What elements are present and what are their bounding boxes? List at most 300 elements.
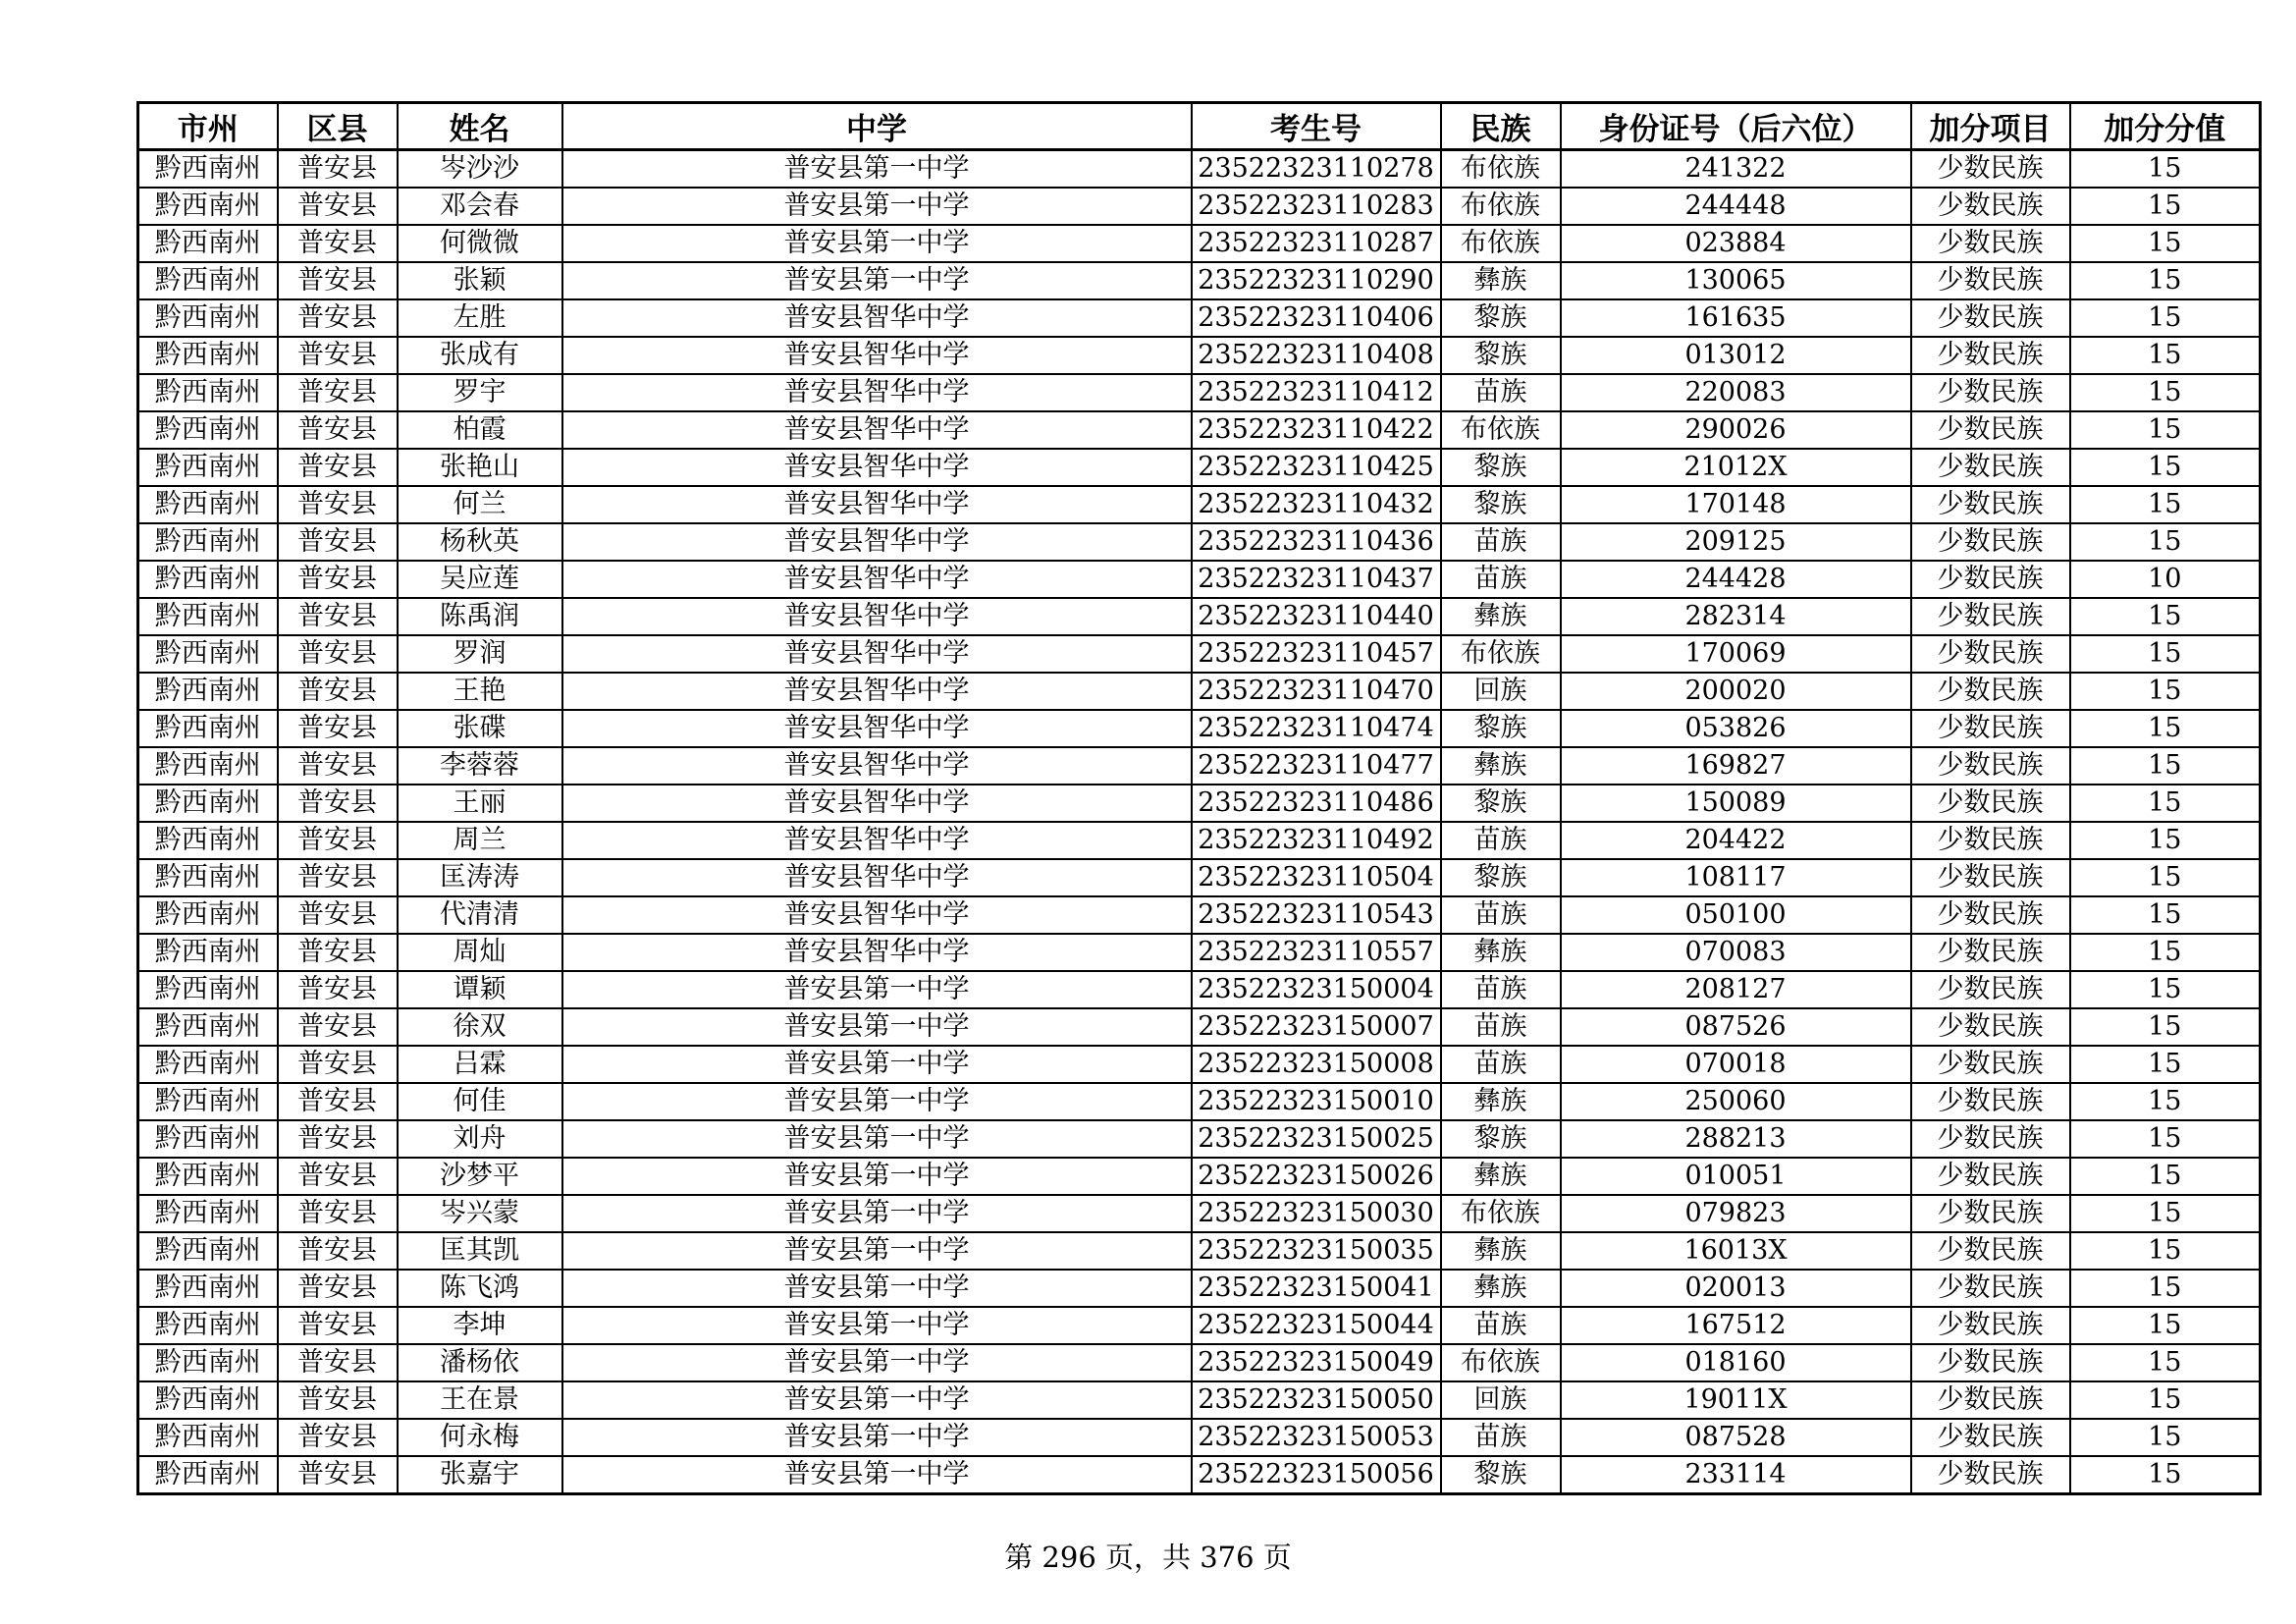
cell-ethnicity: 彝族 xyxy=(1441,1232,1561,1270)
cell-bonus-points: 15 xyxy=(2070,225,2261,262)
cell-bonus-points: 15 xyxy=(2070,1456,2261,1494)
cell-id-last-six: 087528 xyxy=(1561,1419,1911,1456)
cell-ethnicity: 布依族 xyxy=(1441,150,1561,189)
cell-ethnicity: 苗族 xyxy=(1441,896,1561,934)
cell-bonus-item: 少数民族 xyxy=(1911,523,2070,561)
table-row xyxy=(138,188,2261,225)
cell-city: 黔西南州 xyxy=(138,374,278,411)
cell-name: 潘杨依 xyxy=(398,1344,562,1381)
table-row xyxy=(138,1008,2261,1046)
cell-name: 王在景 xyxy=(398,1381,562,1419)
table-row xyxy=(138,299,2261,337)
cell-id-last-six: 250060 xyxy=(1561,1083,1911,1120)
cell-school: 普安县智华中学 xyxy=(562,710,1192,747)
cell-school: 普安县第一中学 xyxy=(562,262,1192,299)
cell-bonus-item: 少数民族 xyxy=(1911,188,2070,225)
cell-school: 普安县智华中学 xyxy=(562,337,1192,374)
cell-bonus-points: 15 xyxy=(2070,1120,2261,1158)
cell-ethnicity: 黎族 xyxy=(1441,785,1561,822)
cell-exam-id: 23522323110470 xyxy=(1192,673,1441,710)
cell-bonus-points: 15 xyxy=(2070,598,2261,635)
cell-id-last-six: 21012X xyxy=(1561,449,1911,486)
cell-id-last-six: 16013X xyxy=(1561,1232,1911,1270)
cell-id-last-six: 010051 xyxy=(1561,1158,1911,1195)
cell-school: 普安县第一中学 xyxy=(562,1344,1192,1381)
cell-name: 何佳 xyxy=(398,1083,562,1120)
header-name: 姓名 xyxy=(398,103,562,150)
cell-exam-id: 23522323110477 xyxy=(1192,747,1441,785)
table-row xyxy=(138,1083,2261,1120)
table-row xyxy=(138,523,2261,561)
table-row xyxy=(138,785,2261,822)
cell-name: 李蓉蓉 xyxy=(398,747,562,785)
cell-bonus-points: 15 xyxy=(2070,822,2261,859)
cell-ethnicity: 苗族 xyxy=(1441,523,1561,561)
cell-bonus-item: 少数民族 xyxy=(1911,1344,2070,1381)
cell-school: 普安县智华中学 xyxy=(562,299,1192,337)
cell-school: 普安县智华中学 xyxy=(562,523,1192,561)
cell-exam-id: 23522323150030 xyxy=(1192,1195,1441,1232)
cell-bonus-item: 少数民族 xyxy=(1911,262,2070,299)
table-row xyxy=(138,934,2261,971)
cell-bonus-points: 10 xyxy=(2070,561,2261,598)
cell-county: 普安县 xyxy=(278,262,398,299)
cell-bonus-points: 15 xyxy=(2070,1158,2261,1195)
cell-bonus-item: 少数民族 xyxy=(1911,1232,2070,1270)
cell-city: 黔西南州 xyxy=(138,299,278,337)
cell-city: 黔西南州 xyxy=(138,747,278,785)
cell-school: 普安县智华中学 xyxy=(562,635,1192,673)
table-row xyxy=(138,1456,2261,1494)
cell-city: 黔西南州 xyxy=(138,262,278,299)
cell-exam-id: 23522323110504 xyxy=(1192,859,1441,896)
cell-bonus-item: 少数民族 xyxy=(1911,710,2070,747)
cell-exam-id: 23522323150056 xyxy=(1192,1456,1441,1494)
cell-ethnicity: 黎族 xyxy=(1441,1456,1561,1494)
cell-exam-id: 23522323150025 xyxy=(1192,1120,1441,1158)
cell-city: 黔西南州 xyxy=(138,598,278,635)
cell-exam-id: 23522323110283 xyxy=(1192,188,1441,225)
cell-county: 普安县 xyxy=(278,1232,398,1270)
cell-bonus-points: 15 xyxy=(2070,1232,2261,1270)
cell-county: 普安县 xyxy=(278,598,398,635)
cell-ethnicity: 黎族 xyxy=(1441,1120,1561,1158)
page-number: 第 296 页，共 376 页 xyxy=(1004,1541,1292,1574)
cell-ethnicity: 彝族 xyxy=(1441,747,1561,785)
cell-id-last-six: 19011X xyxy=(1561,1381,1911,1419)
cell-county: 普安县 xyxy=(278,449,398,486)
cell-bonus-item: 少数民族 xyxy=(1911,859,2070,896)
cell-id-last-six: 290026 xyxy=(1561,411,1911,449)
cell-name: 岑兴蒙 xyxy=(398,1195,562,1232)
cell-bonus-item: 少数民族 xyxy=(1911,1419,2070,1456)
cell-bonus-points: 15 xyxy=(2070,859,2261,896)
cell-name: 李坤 xyxy=(398,1307,562,1344)
cell-bonus-item: 少数民族 xyxy=(1911,934,2070,971)
cell-name: 张嘉宇 xyxy=(398,1456,562,1494)
cell-bonus-points: 15 xyxy=(2070,710,2261,747)
cell-county: 普安县 xyxy=(278,411,398,449)
cell-city: 黔西南州 xyxy=(138,1046,278,1083)
cell-city: 黔西南州 xyxy=(138,1419,278,1456)
cell-name: 何微微 xyxy=(398,225,562,262)
cell-county: 普安县 xyxy=(278,150,398,189)
cell-bonus-item: 少数民族 xyxy=(1911,1270,2070,1307)
cell-id-last-six: 244428 xyxy=(1561,561,1911,598)
cell-bonus-points: 15 xyxy=(2070,747,2261,785)
cell-exam-id: 23522323110408 xyxy=(1192,337,1441,374)
cell-name: 徐双 xyxy=(398,1008,562,1046)
table-row xyxy=(138,374,2261,411)
cell-school: 普安县第一中学 xyxy=(562,1381,1192,1419)
cell-exam-id: 23522323150008 xyxy=(1192,1046,1441,1083)
cell-name: 周灿 xyxy=(398,934,562,971)
cell-id-last-six: 053826 xyxy=(1561,710,1911,747)
cell-school: 普安县第一中学 xyxy=(562,1419,1192,1456)
table-row xyxy=(138,150,2261,189)
cell-bonus-points: 15 xyxy=(2070,971,2261,1008)
cell-county: 普安县 xyxy=(278,1046,398,1083)
cell-name: 罗宇 xyxy=(398,374,562,411)
cell-id-last-six: 170069 xyxy=(1561,635,1911,673)
cell-school: 普安县智华中学 xyxy=(562,785,1192,822)
cell-exam-id: 23522323110278 xyxy=(1192,150,1441,189)
cell-name: 杨秋英 xyxy=(398,523,562,561)
cell-id-last-six: 167512 xyxy=(1561,1307,1911,1344)
cell-ethnicity: 彝族 xyxy=(1441,598,1561,635)
cell-school: 普安县智华中学 xyxy=(562,561,1192,598)
cell-county: 普安县 xyxy=(278,1008,398,1046)
cell-id-last-six: 020013 xyxy=(1561,1270,1911,1307)
cell-school: 普安县第一中学 xyxy=(562,150,1192,189)
cell-county: 普安县 xyxy=(278,374,398,411)
cell-county: 普安县 xyxy=(278,896,398,934)
cell-name: 代清清 xyxy=(398,896,562,934)
cell-county: 普安县 xyxy=(278,1158,398,1195)
cell-ethnicity: 黎族 xyxy=(1441,449,1561,486)
cell-city: 黔西南州 xyxy=(138,523,278,561)
cell-county: 普安县 xyxy=(278,1307,398,1344)
cell-ethnicity: 回族 xyxy=(1441,1381,1561,1419)
cell-bonus-item: 少数民族 xyxy=(1911,971,2070,1008)
cell-county: 普安县 xyxy=(278,971,398,1008)
cell-ethnicity: 彝族 xyxy=(1441,262,1561,299)
table-row xyxy=(138,262,2261,299)
cell-name: 何兰 xyxy=(398,486,562,523)
cell-county: 普安县 xyxy=(278,225,398,262)
cell-name: 陈飞鸿 xyxy=(398,1270,562,1307)
cell-school: 普安县第一中学 xyxy=(562,1120,1192,1158)
cell-city: 黔西南州 xyxy=(138,411,278,449)
cell-bonus-points: 15 xyxy=(2070,374,2261,411)
cell-id-last-six: 108117 xyxy=(1561,859,1911,896)
cell-ethnicity: 彝族 xyxy=(1441,1158,1561,1195)
cell-bonus-points: 15 xyxy=(2070,1344,2261,1381)
cell-exam-id: 23522323110557 xyxy=(1192,934,1441,971)
cell-bonus-item: 少数民族 xyxy=(1911,374,2070,411)
cell-id-last-six: 209125 xyxy=(1561,523,1911,561)
cell-bonus-item: 少数民族 xyxy=(1911,337,2070,374)
cell-ethnicity: 黎族 xyxy=(1441,337,1561,374)
cell-school: 普安县第一中学 xyxy=(562,1307,1192,1344)
cell-city: 黔西南州 xyxy=(138,934,278,971)
table-row xyxy=(138,673,2261,710)
table-row xyxy=(138,822,2261,859)
cell-bonus-item: 少数民族 xyxy=(1911,486,2070,523)
cell-id-last-six: 161635 xyxy=(1561,299,1911,337)
cell-county: 普安县 xyxy=(278,1344,398,1381)
cell-id-last-six: 079823 xyxy=(1561,1195,1911,1232)
cell-exam-id: 23522323150049 xyxy=(1192,1344,1441,1381)
cell-bonus-item: 少数民族 xyxy=(1911,896,2070,934)
cell-city: 黔西南州 xyxy=(138,785,278,822)
cell-exam-id: 23522323110437 xyxy=(1192,561,1441,598)
cell-bonus-item: 少数民族 xyxy=(1911,411,2070,449)
cell-city: 黔西南州 xyxy=(138,188,278,225)
cell-ethnicity: 布依族 xyxy=(1441,1195,1561,1232)
cell-bonus-item: 少数民族 xyxy=(1911,561,2070,598)
cell-city: 黔西南州 xyxy=(138,971,278,1008)
cell-id-last-six: 200020 xyxy=(1561,673,1911,710)
cell-school: 普安县第一中学 xyxy=(562,1456,1192,1494)
cell-bonus-item: 少数民族 xyxy=(1911,299,2070,337)
cell-exam-id: 23522323110432 xyxy=(1192,486,1441,523)
cell-exam-id: 23522323110436 xyxy=(1192,523,1441,561)
cell-name: 何永梅 xyxy=(398,1419,562,1456)
cell-name: 周兰 xyxy=(398,822,562,859)
header-school: 中学 xyxy=(562,103,1192,150)
cell-bonus-points: 15 xyxy=(2070,1008,2261,1046)
cell-exam-id: 23522323150035 xyxy=(1192,1232,1441,1270)
cell-ethnicity: 黎族 xyxy=(1441,710,1561,747)
header-bonus-item: 加分项目 xyxy=(1911,103,2070,150)
cell-bonus-points: 15 xyxy=(2070,1307,2261,1344)
cell-county: 普安县 xyxy=(278,486,398,523)
cell-exam-id: 23522323110406 xyxy=(1192,299,1441,337)
table-row xyxy=(138,1120,2261,1158)
table-row xyxy=(138,1270,2261,1307)
cell-county: 普安县 xyxy=(278,561,398,598)
table-row xyxy=(138,411,2261,449)
table-row xyxy=(138,896,2261,934)
cell-name: 岑沙沙 xyxy=(398,150,562,189)
table-row xyxy=(138,337,2261,374)
cell-name: 左胜 xyxy=(398,299,562,337)
cell-city: 黔西南州 xyxy=(138,859,278,896)
cell-city: 黔西南州 xyxy=(138,710,278,747)
table-row xyxy=(138,449,2261,486)
cell-name: 吴应莲 xyxy=(398,561,562,598)
table-row xyxy=(138,1232,2261,1270)
cell-school: 普安县智华中学 xyxy=(562,859,1192,896)
cell-bonus-item: 少数民族 xyxy=(1911,1083,2070,1120)
cell-ethnicity: 布依族 xyxy=(1441,1344,1561,1381)
cell-id-last-six: 241322 xyxy=(1561,150,1911,189)
table-row xyxy=(138,1158,2261,1195)
cell-bonus-item: 少数民族 xyxy=(1911,225,2070,262)
header-exam-id: 考生号 xyxy=(1192,103,1441,150)
cell-bonus-points: 15 xyxy=(2070,523,2261,561)
cell-name: 王艳 xyxy=(398,673,562,710)
header-city: 市州 xyxy=(138,103,278,150)
cell-bonus-item: 少数民族 xyxy=(1911,785,2070,822)
cell-ethnicity: 苗族 xyxy=(1441,971,1561,1008)
cell-name: 王丽 xyxy=(398,785,562,822)
cell-exam-id: 23522323150007 xyxy=(1192,1008,1441,1046)
cell-ethnicity: 黎族 xyxy=(1441,486,1561,523)
cell-ethnicity: 回族 xyxy=(1441,673,1561,710)
header-county: 区县 xyxy=(278,103,398,150)
cell-ethnicity: 苗族 xyxy=(1441,822,1561,859)
cell-county: 普安县 xyxy=(278,188,398,225)
cell-exam-id: 23522323110290 xyxy=(1192,262,1441,299)
cell-exam-id: 23522323110457 xyxy=(1192,635,1441,673)
cell-county: 普安县 xyxy=(278,747,398,785)
cell-bonus-item: 少数民族 xyxy=(1911,635,2070,673)
cell-school: 普安县第一中学 xyxy=(562,225,1192,262)
cell-id-last-six: 244448 xyxy=(1561,188,1911,225)
table-row xyxy=(138,1195,2261,1232)
cell-name: 邓会春 xyxy=(398,188,562,225)
cell-exam-id: 23522323110440 xyxy=(1192,598,1441,635)
cell-ethnicity: 布依族 xyxy=(1441,635,1561,673)
cell-exam-id: 23522323110425 xyxy=(1192,449,1441,486)
cell-id-last-six: 070083 xyxy=(1561,934,1911,971)
cell-exam-id: 23522323150053 xyxy=(1192,1419,1441,1456)
cell-bonus-points: 15 xyxy=(2070,1419,2261,1456)
cell-city: 黔西南州 xyxy=(138,225,278,262)
cell-bonus-points: 15 xyxy=(2070,1083,2261,1120)
cell-id-last-six: 150089 xyxy=(1561,785,1911,822)
cell-exam-id: 23522323150044 xyxy=(1192,1307,1441,1344)
cell-id-last-six: 204422 xyxy=(1561,822,1911,859)
cell-school: 普安县第一中学 xyxy=(562,188,1192,225)
cell-bonus-points: 15 xyxy=(2070,1381,2261,1419)
cell-county: 普安县 xyxy=(278,859,398,896)
cell-county: 普安县 xyxy=(278,523,398,561)
cell-ethnicity: 彝族 xyxy=(1441,1083,1561,1120)
cell-school: 普安县第一中学 xyxy=(562,1232,1192,1270)
cell-id-last-six: 282314 xyxy=(1561,598,1911,635)
cell-city: 黔西南州 xyxy=(138,1158,278,1195)
bonus-points-table xyxy=(136,101,2262,1495)
cell-bonus-points: 15 xyxy=(2070,785,2261,822)
header-id-last-six: 身份证号（后六位） xyxy=(1561,103,1911,150)
table-row xyxy=(138,747,2261,785)
cell-city: 黔西南州 xyxy=(138,561,278,598)
cell-school: 普安县第一中学 xyxy=(562,1158,1192,1195)
cell-city: 黔西南州 xyxy=(138,1008,278,1046)
cell-ethnicity: 布依族 xyxy=(1441,411,1561,449)
cell-name: 匡其凯 xyxy=(398,1232,562,1270)
cell-name: 张成有 xyxy=(398,337,562,374)
cell-bonus-item: 少数民族 xyxy=(1911,449,2070,486)
cell-city: 黔西南州 xyxy=(138,1381,278,1419)
cell-city: 黔西南州 xyxy=(138,1195,278,1232)
header-row xyxy=(138,103,2261,150)
cell-county: 普安县 xyxy=(278,337,398,374)
cell-bonus-points: 15 xyxy=(2070,299,2261,337)
cell-city: 黔西南州 xyxy=(138,1270,278,1307)
cell-city: 黔西南州 xyxy=(138,150,278,189)
cell-school: 普安县智华中学 xyxy=(562,598,1192,635)
cell-id-last-six: 288213 xyxy=(1561,1120,1911,1158)
cell-bonus-item: 少数民族 xyxy=(1911,1158,2070,1195)
cell-id-last-six: 208127 xyxy=(1561,971,1911,1008)
cell-bonus-points: 15 xyxy=(2070,486,2261,523)
cell-city: 黔西南州 xyxy=(138,1344,278,1381)
cell-county: 普安县 xyxy=(278,822,398,859)
cell-school: 普安县智华中学 xyxy=(562,449,1192,486)
cell-ethnicity: 苗族 xyxy=(1441,1307,1561,1344)
cell-name: 陈禹润 xyxy=(398,598,562,635)
cell-bonus-item: 少数民族 xyxy=(1911,1120,2070,1158)
cell-name: 柏霞 xyxy=(398,411,562,449)
cell-county: 普安县 xyxy=(278,1381,398,1419)
cell-bonus-item: 少数民族 xyxy=(1911,1456,2070,1494)
cell-school: 普安县智华中学 xyxy=(562,673,1192,710)
cell-school: 普安县智华中学 xyxy=(562,411,1192,449)
cell-id-last-six: 233114 xyxy=(1561,1456,1911,1494)
cell-county: 普安县 xyxy=(278,1083,398,1120)
cell-exam-id: 23522323150050 xyxy=(1192,1381,1441,1419)
cell-id-last-six: 050100 xyxy=(1561,896,1911,934)
table-row xyxy=(138,598,2261,635)
header-bonus-points: 加分分值 xyxy=(2070,103,2261,150)
cell-id-last-six: 220083 xyxy=(1561,374,1911,411)
cell-id-last-six: 130065 xyxy=(1561,262,1911,299)
cell-bonus-points: 15 xyxy=(2070,635,2261,673)
cell-bonus-points: 15 xyxy=(2070,1195,2261,1232)
cell-exam-id: 23522323110422 xyxy=(1192,411,1441,449)
cell-name: 沙梦平 xyxy=(398,1158,562,1195)
cell-id-last-six: 169827 xyxy=(1561,747,1911,785)
table-row xyxy=(138,486,2261,523)
cell-bonus-points: 15 xyxy=(2070,934,2261,971)
cell-county: 普安县 xyxy=(278,1195,398,1232)
cell-county: 普安县 xyxy=(278,1456,398,1494)
cell-school: 普安县第一中学 xyxy=(562,1046,1192,1083)
cell-name: 张艳山 xyxy=(398,449,562,486)
cell-name: 谭颖 xyxy=(398,971,562,1008)
cell-county: 普安县 xyxy=(278,785,398,822)
cell-county: 普安县 xyxy=(278,299,398,337)
cell-id-last-six: 070018 xyxy=(1561,1046,1911,1083)
cell-exam-id: 23522323110543 xyxy=(1192,896,1441,934)
cell-bonus-points: 15 xyxy=(2070,673,2261,710)
cell-school: 普安县智华中学 xyxy=(562,747,1192,785)
cell-ethnicity: 苗族 xyxy=(1441,374,1561,411)
table-row xyxy=(138,1381,2261,1419)
cell-name: 张颖 xyxy=(398,262,562,299)
table-row xyxy=(138,1307,2261,1344)
cell-city: 黔西南州 xyxy=(138,1232,278,1270)
cell-county: 普安县 xyxy=(278,635,398,673)
cell-name: 匡涛涛 xyxy=(398,859,562,896)
cell-exam-id: 23522323110474 xyxy=(1192,710,1441,747)
cell-city: 黔西南州 xyxy=(138,337,278,374)
cell-ethnicity: 彝族 xyxy=(1441,934,1561,971)
cell-school: 普安县智华中学 xyxy=(562,822,1192,859)
cell-county: 普安县 xyxy=(278,1270,398,1307)
cell-bonus-points: 15 xyxy=(2070,449,2261,486)
cell-county: 普安县 xyxy=(278,710,398,747)
cell-exam-id: 23522323110486 xyxy=(1192,785,1441,822)
cell-county: 普安县 xyxy=(278,1419,398,1456)
cell-name: 吕霖 xyxy=(398,1046,562,1083)
cell-name: 罗润 xyxy=(398,635,562,673)
cell-school: 普安县第一中学 xyxy=(562,1083,1192,1120)
